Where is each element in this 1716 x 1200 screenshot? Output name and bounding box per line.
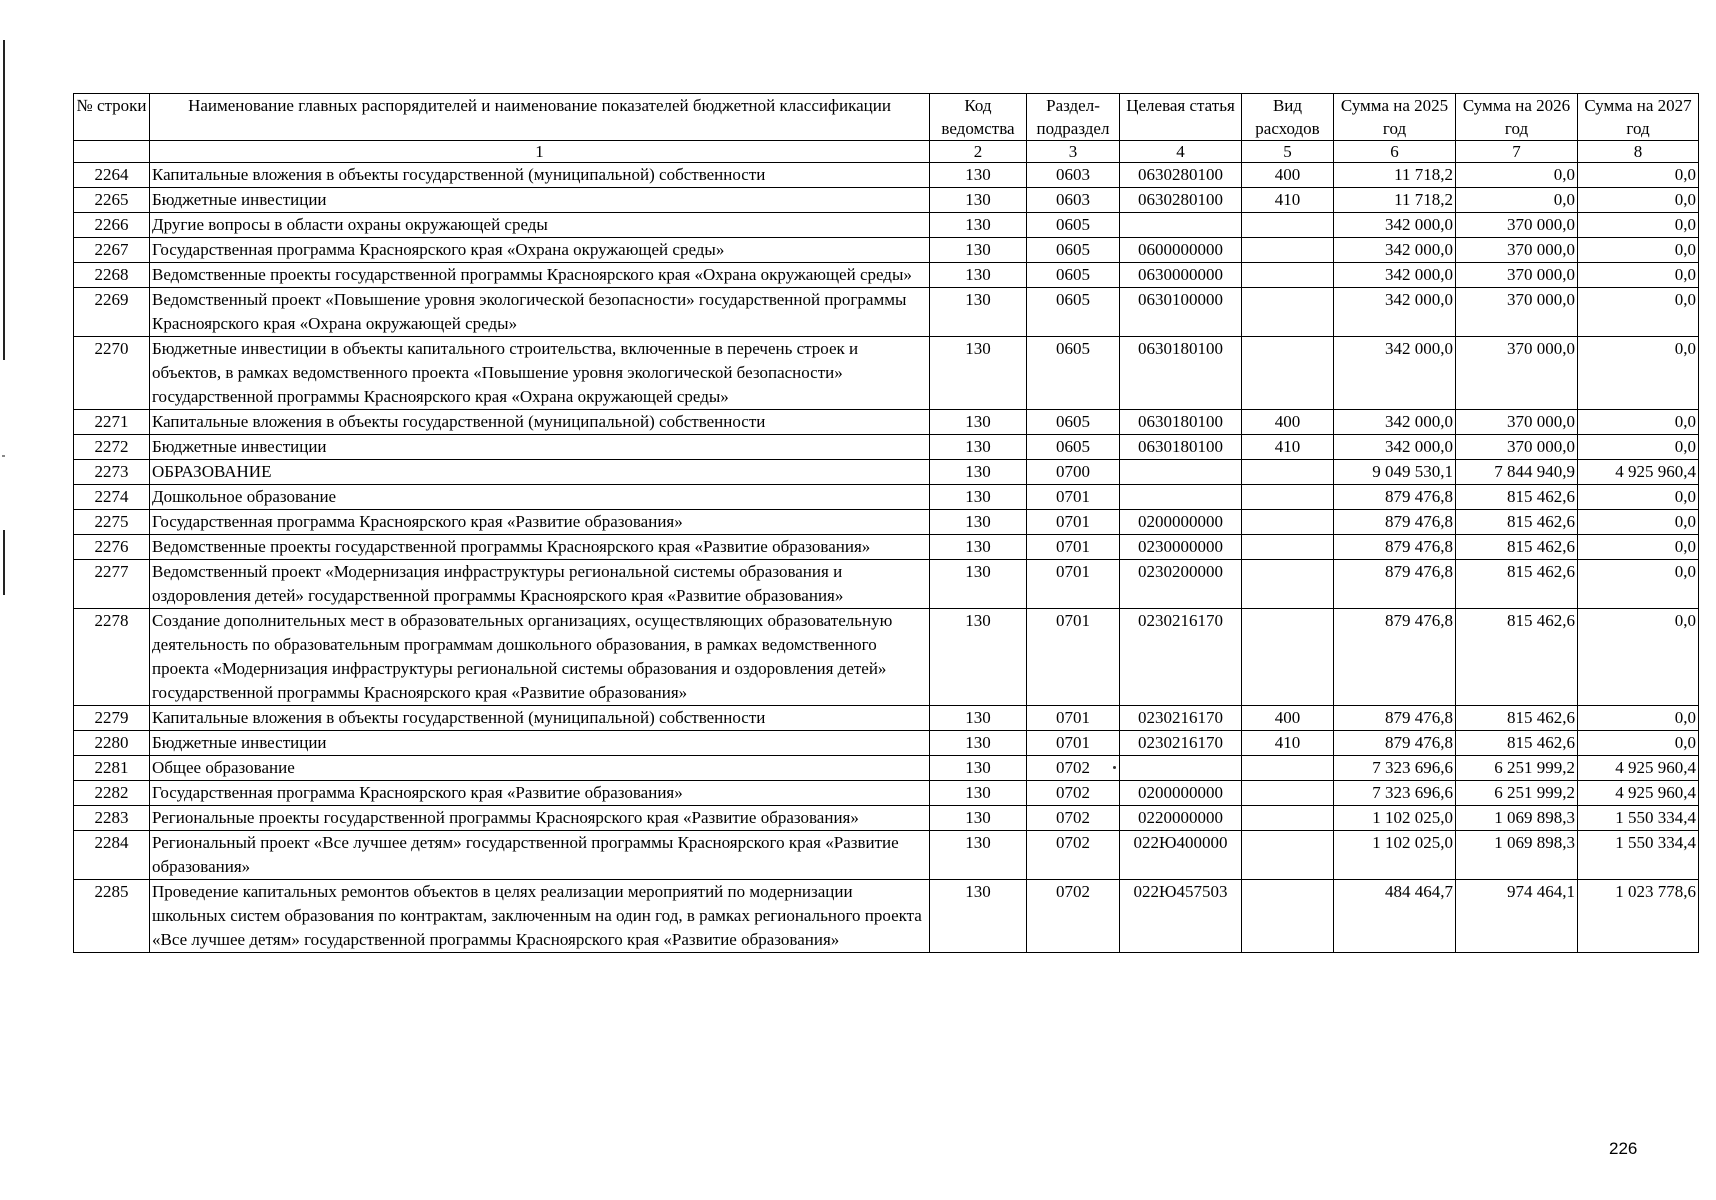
cell-target-item: 0230216170: [1120, 706, 1242, 731]
cell-sum-2027: 0,0: [1578, 288, 1699, 337]
cell-sum-2026: 370 000,0: [1456, 238, 1578, 263]
cell-target-item: [1120, 756, 1242, 781]
cell-target-item: 0630280100: [1120, 188, 1242, 213]
cell-name: Бюджетные инвестиции: [150, 435, 930, 460]
header-sum-2027: Сумма на 2027 год: [1578, 94, 1699, 141]
cell-row-no: 2268: [74, 263, 150, 288]
cell-sum-2025: 342 000,0: [1334, 238, 1456, 263]
cell-row-no: 2270: [74, 337, 150, 410]
cell-section: 0702: [1027, 831, 1120, 880]
cell-sum-2027: 0,0: [1578, 163, 1699, 188]
cell-section: 0605: [1027, 213, 1120, 238]
cell-sum-2027: 4 925 960,4: [1578, 460, 1699, 485]
cell-sum-2026: 815 462,6: [1456, 706, 1578, 731]
cell-name: Дошкольное образование: [150, 485, 930, 510]
cell-name: Другие вопросы в области охраны окружающей среды: [150, 213, 930, 238]
cell-section: 0605: [1027, 238, 1120, 263]
cell-dept-code: 130: [930, 485, 1027, 510]
cell-expense-kind: 410: [1242, 435, 1334, 460]
cell-target-item: 0200000000: [1120, 781, 1242, 806]
cell-section: 0702: [1027, 781, 1120, 806]
cell-sum-2025: 342 000,0: [1334, 337, 1456, 410]
cell-section: 0701: [1027, 485, 1120, 510]
cell-sum-2027: 0,0: [1578, 706, 1699, 731]
cell-sum-2025: 11 718,2: [1334, 163, 1456, 188]
cell-sum-2026: 370 000,0: [1456, 435, 1578, 460]
cell-sum-2027: 0,0: [1578, 510, 1699, 535]
cell-row-no: 2283: [74, 806, 150, 831]
cell-dept-code: 130: [930, 609, 1027, 706]
table-row: [74, 288, 1699, 337]
cell-sum-2027: 0,0: [1578, 263, 1699, 288]
cell-target-item: 0200000000: [1120, 510, 1242, 535]
cell-target-item: 0630000000: [1120, 263, 1242, 288]
cell-name: Бюджетные инвестиции: [150, 188, 930, 213]
cell-section: 0605: [1027, 410, 1120, 435]
cell-expense-kind: [1242, 238, 1334, 263]
cell-section: 0702: [1027, 806, 1120, 831]
cell-sum-2025: 342 000,0: [1334, 288, 1456, 337]
cell-sum-2025: 9 049 530,1: [1334, 460, 1456, 485]
column-number: 8: [1578, 141, 1699, 163]
cell-sum-2026: 370 000,0: [1456, 337, 1578, 410]
cell-sum-2027: 0,0: [1578, 435, 1699, 460]
cell-sum-2026: 370 000,0: [1456, 263, 1578, 288]
cell-row-no: 2285: [74, 880, 150, 953]
cell-expense-kind: [1242, 831, 1334, 880]
cell-sum-2025: 342 000,0: [1334, 263, 1456, 288]
table-row: [74, 163, 1699, 188]
cell-row-no: 2279: [74, 706, 150, 731]
cell-dept-code: 130: [930, 781, 1027, 806]
cell-expense-kind: 410: [1242, 188, 1334, 213]
cell-row-no: 2282: [74, 781, 150, 806]
cell-sum-2027: 0,0: [1578, 485, 1699, 510]
cell-row-no: 2271: [74, 410, 150, 435]
cell-expense-kind: 410: [1242, 731, 1334, 756]
cell-name: Создание дополнительных мест в образовательных организациях, осуществляющих образовательную деятельность по образовательным программам дошкольного образования, в рамках ведомственного проекта «Модернизация инфраструктуры региональной системы образования и оздоровления детей» государственной программы Красноярского края «Развитие образования»: [150, 609, 930, 706]
scan-edge-mark: [3, 40, 5, 360]
cell-sum-2026: 815 462,6: [1456, 609, 1578, 706]
table-row: [74, 410, 1699, 435]
cell-row-no: 2272: [74, 435, 150, 460]
cell-target-item: 0230216170: [1120, 731, 1242, 756]
cell-dept-code: 130: [930, 188, 1027, 213]
cell-sum-2026: 370 000,0: [1456, 410, 1578, 435]
table-header: [74, 94, 1699, 163]
cell-sum-2027: 0,0: [1578, 337, 1699, 410]
cell-expense-kind: [1242, 880, 1334, 953]
cell-row-no: 2269: [74, 288, 150, 337]
cell-dept-code: 130: [930, 238, 1027, 263]
cell-target-item: 022Ю400000: [1120, 831, 1242, 880]
table-row: [74, 337, 1699, 410]
cell-section: 0701: [1027, 535, 1120, 560]
scan-edge-mark: [3, 530, 5, 595]
cell-dept-code: 130: [930, 535, 1027, 560]
cell-sum-2026: 815 462,6: [1456, 510, 1578, 535]
cell-name: Капитальные вложения в объекты государственной (муниципальной) собственности: [150, 706, 930, 731]
cell-sum-2026: 6 251 999,2: [1456, 756, 1578, 781]
table-row: [74, 485, 1699, 510]
cell-expense-kind: [1242, 560, 1334, 609]
cell-target-item: 0220000000: [1120, 806, 1242, 831]
cell-section: 0700: [1027, 460, 1120, 485]
cell-sum-2025: 879 476,8: [1334, 560, 1456, 609]
cell-sum-2027: 0,0: [1578, 238, 1699, 263]
cell-expense-kind: [1242, 535, 1334, 560]
cell-sum-2026: 974 464,1: [1456, 880, 1578, 953]
cell-sum-2027: 1 023 778,6: [1578, 880, 1699, 953]
cell-name: Ведомственный проект «Модернизация инфраструктуры региональной системы образования и оздоровления детей» государственной программы Красноярского края «Развитие образования»: [150, 560, 930, 609]
cell-sum-2025: 484 464,7: [1334, 880, 1456, 953]
table-row: [74, 781, 1699, 806]
cell-name: Региональные проекты государственной программы Красноярского края «Развитие образования»: [150, 806, 930, 831]
table-row: [74, 609, 1699, 706]
table-row: [74, 460, 1699, 485]
cell-row-no: 2275: [74, 510, 150, 535]
header-dept-code: Код ведомства: [930, 94, 1027, 141]
table-row: [74, 560, 1699, 609]
cell-sum-2025: 879 476,8: [1334, 510, 1456, 535]
cell-section: 0603: [1027, 188, 1120, 213]
cell-row-no: 2280: [74, 731, 150, 756]
cell-target-item: 0230000000: [1120, 535, 1242, 560]
cell-sum-2027: 0,0: [1578, 535, 1699, 560]
cell-sum-2026: 815 462,6: [1456, 535, 1578, 560]
cell-row-no: 2284: [74, 831, 150, 880]
cell-name: Государственная программа Красноярского края «Развитие образования»: [150, 781, 930, 806]
cell-sum-2027: 0,0: [1578, 731, 1699, 756]
cell-dept-code: 130: [930, 435, 1027, 460]
cell-sum-2026: 815 462,6: [1456, 560, 1578, 609]
header-name: Наименование главных распорядителей и наименование показателей бюджетной классификации: [150, 94, 930, 141]
column-number: 3: [1027, 141, 1120, 163]
cell-section: 0701: [1027, 609, 1120, 706]
column-number-row: [74, 141, 1699, 163]
cell-expense-kind: 400: [1242, 163, 1334, 188]
cell-sum-2026: 370 000,0: [1456, 288, 1578, 337]
table-row: [74, 806, 1699, 831]
cell-expense-kind: [1242, 263, 1334, 288]
cell-sum-2027: 0,0: [1578, 560, 1699, 609]
cell-sum-2027: 0,0: [1578, 410, 1699, 435]
cell-expense-kind: 400: [1242, 706, 1334, 731]
column-number: 7: [1456, 141, 1578, 163]
cell-row-no: 2276: [74, 535, 150, 560]
page-number: 226: [1609, 1139, 1638, 1158]
cell-name: Капитальные вложения в объекты государственной (муниципальной) собственности: [150, 163, 930, 188]
cell-target-item: [1120, 485, 1242, 510]
cell-expense-kind: [1242, 288, 1334, 337]
cell-section: 0701: [1027, 731, 1120, 756]
cell-row-no: 2264: [74, 163, 150, 188]
table-row: [74, 706, 1699, 731]
budget-table: [73, 93, 1699, 953]
column-number: [74, 141, 150, 163]
cell-sum-2025: 1 102 025,0: [1334, 831, 1456, 880]
cell-sum-2026: 370 000,0: [1456, 213, 1578, 238]
cell-target-item: 0630100000: [1120, 288, 1242, 337]
cell-dept-code: 130: [930, 288, 1027, 337]
cell-name: Бюджетные инвестиции в объекты капитального строительства, включенные в перечень строек и объектов, в рамках ведомственного проекта «Повышение уровня экологической безопасности» государственной программы Красноярского края «Охрана окружающей среды»: [150, 337, 930, 410]
cell-dept-code: 130: [930, 410, 1027, 435]
column-number: 1: [150, 141, 930, 163]
cell-name: Проведение капитальных ремонтов объектов в целях реализации мероприятий по модернизации школьных систем образования по контрактам, заключенным на один год, в рамках регионального проекта «Все лучшее детям» государственной программы Красноярского края «Развитие образования»: [150, 880, 930, 953]
header-row-no: № строки: [74, 94, 150, 141]
cell-target-item: 022Ю457503: [1120, 880, 1242, 953]
table-row: [74, 213, 1699, 238]
header-section: Раздел-подраздел: [1027, 94, 1120, 141]
cell-row-no: 2281: [74, 756, 150, 781]
table-row: [74, 188, 1699, 213]
cell-expense-kind: [1242, 781, 1334, 806]
cell-sum-2025: 879 476,8: [1334, 609, 1456, 706]
cell-sum-2025: 11 718,2: [1334, 188, 1456, 213]
cell-sum-2027: 0,0: [1578, 188, 1699, 213]
table-row: [74, 880, 1699, 953]
cell-target-item: 0630180100: [1120, 410, 1242, 435]
cell-sum-2027: 0,0: [1578, 609, 1699, 706]
cell-target-item: [1120, 213, 1242, 238]
column-number: 4: [1120, 141, 1242, 163]
cell-expense-kind: 400: [1242, 410, 1334, 435]
cell-sum-2025: 1 102 025,0: [1334, 806, 1456, 831]
table-row: [74, 263, 1699, 288]
cell-dept-code: 130: [930, 831, 1027, 880]
cell-section: 0702: [1027, 880, 1120, 953]
cell-section: 0701: [1027, 706, 1120, 731]
cell-dept-code: 130: [930, 756, 1027, 781]
table-row: [74, 435, 1699, 460]
header-row: [74, 94, 1699, 141]
cell-sum-2026: 0,0: [1456, 163, 1578, 188]
cell-expense-kind: [1242, 337, 1334, 410]
cell-sum-2026: 815 462,6: [1456, 731, 1578, 756]
cell-expense-kind: [1242, 213, 1334, 238]
cell-row-no: 2273: [74, 460, 150, 485]
cell-name: Общее образование: [150, 756, 930, 781]
cell-section: 0701: [1027, 560, 1120, 609]
cell-name: Ведомственный проект «Повышение уровня экологической безопасности» государственной программы Красноярского края «Охрана окружающей среды»: [150, 288, 930, 337]
cell-name: Ведомственные проекты государственной программы Красноярского края «Развитие образования»: [150, 535, 930, 560]
cell-section: 0605: [1027, 337, 1120, 410]
cell-sum-2025: 879 476,8: [1334, 535, 1456, 560]
cell-section: 0701: [1027, 510, 1120, 535]
cell-dept-code: 130: [930, 706, 1027, 731]
cell-name: Государственная программа Красноярского края «Развитие образования»: [150, 510, 930, 535]
cell-sum-2025: 879 476,8: [1334, 706, 1456, 731]
cell-dept-code: 130: [930, 213, 1027, 238]
cell-name: Бюджетные инвестиции: [150, 731, 930, 756]
cell-name: ОБРАЗОВАНИЕ: [150, 460, 930, 485]
table-row: [74, 731, 1699, 756]
table-row: [74, 756, 1699, 781]
cell-sum-2026: 1 069 898,3: [1456, 806, 1578, 831]
cell-name: Ведомственные проекты государственной программы Красноярского края «Охрана окружающей среды»: [150, 263, 930, 288]
cell-sum-2027: 4 925 960,4: [1578, 781, 1699, 806]
scan-speck: [1113, 766, 1116, 769]
cell-expense-kind: [1242, 806, 1334, 831]
cell-sum-2026: 7 844 940,9: [1456, 460, 1578, 485]
cell-sum-2025: 7 323 696,6: [1334, 781, 1456, 806]
cell-name: Государственная программа Красноярского края «Охрана окружающей среды»: [150, 238, 930, 263]
cell-target-item: 0600000000: [1120, 238, 1242, 263]
cell-section: 0605: [1027, 288, 1120, 337]
cell-target-item: [1120, 460, 1242, 485]
column-number: 6: [1334, 141, 1456, 163]
cell-dept-code: 130: [930, 337, 1027, 410]
cell-sum-2026: 1 069 898,3: [1456, 831, 1578, 880]
cell-target-item: 0630180100: [1120, 435, 1242, 460]
header-sum-2026: Сумма на 2026 год: [1456, 94, 1578, 141]
table-row: [74, 238, 1699, 263]
cell-target-item: 0630280100: [1120, 163, 1242, 188]
header-target-item: Целевая статья: [1120, 94, 1242, 141]
cell-row-no: 2267: [74, 238, 150, 263]
cell-expense-kind: [1242, 510, 1334, 535]
cell-expense-kind: [1242, 485, 1334, 510]
cell-row-no: 2266: [74, 213, 150, 238]
cell-sum-2025: 879 476,8: [1334, 485, 1456, 510]
cell-sum-2026: 0,0: [1456, 188, 1578, 213]
cell-section: 0702: [1027, 756, 1120, 781]
table-row: [74, 510, 1699, 535]
cell-sum-2025: 342 000,0: [1334, 410, 1456, 435]
cell-sum-2025: 342 000,0: [1334, 435, 1456, 460]
table-row: [74, 535, 1699, 560]
table-row: [74, 831, 1699, 880]
cell-sum-2025: 879 476,8: [1334, 731, 1456, 756]
cell-sum-2027: 1 550 334,4: [1578, 831, 1699, 880]
cell-section: 0605: [1027, 263, 1120, 288]
cell-row-no: 2265: [74, 188, 150, 213]
column-number: 5: [1242, 141, 1334, 163]
cell-name: Региональный проект «Все лучшее детям» государственной программы Красноярского края «Развитие образования»: [150, 831, 930, 880]
cell-sum-2025: 7 323 696,6: [1334, 756, 1456, 781]
cell-dept-code: 130: [930, 560, 1027, 609]
cell-dept-code: 130: [930, 731, 1027, 756]
table-body: [74, 163, 1699, 953]
cell-section: 0605: [1027, 435, 1120, 460]
cell-sum-2026: 6 251 999,2: [1456, 781, 1578, 806]
header-sum-2025: Сумма на 2025 год: [1334, 94, 1456, 141]
column-number: 2: [930, 141, 1027, 163]
cell-expense-kind: [1242, 460, 1334, 485]
cell-target-item: 0230200000: [1120, 560, 1242, 609]
cell-section: 0603: [1027, 163, 1120, 188]
cell-row-no: 2277: [74, 560, 150, 609]
cell-row-no: 2278: [74, 609, 150, 706]
cell-target-item: 0230216170: [1120, 609, 1242, 706]
cell-dept-code: 130: [930, 880, 1027, 953]
cell-row-no: 2274: [74, 485, 150, 510]
cell-sum-2027: 0,0: [1578, 213, 1699, 238]
scan-edge-mark: [2, 455, 5, 457]
cell-dept-code: 130: [930, 263, 1027, 288]
cell-expense-kind: [1242, 756, 1334, 781]
cell-name: Капитальные вложения в объекты государственной (муниципальной) собственности: [150, 410, 930, 435]
cell-target-item: 0630180100: [1120, 337, 1242, 410]
header-expense-kind: Вид расходов: [1242, 94, 1334, 141]
cell-dept-code: 130: [930, 510, 1027, 535]
cell-dept-code: 130: [930, 163, 1027, 188]
cell-dept-code: 130: [930, 460, 1027, 485]
cell-expense-kind: [1242, 609, 1334, 706]
cell-sum-2027: 4 925 960,4: [1578, 756, 1699, 781]
cell-dept-code: 130: [930, 806, 1027, 831]
cell-sum-2025: 342 000,0: [1334, 213, 1456, 238]
cell-sum-2026: 815 462,6: [1456, 485, 1578, 510]
cell-sum-2027: 1 550 334,4: [1578, 806, 1699, 831]
